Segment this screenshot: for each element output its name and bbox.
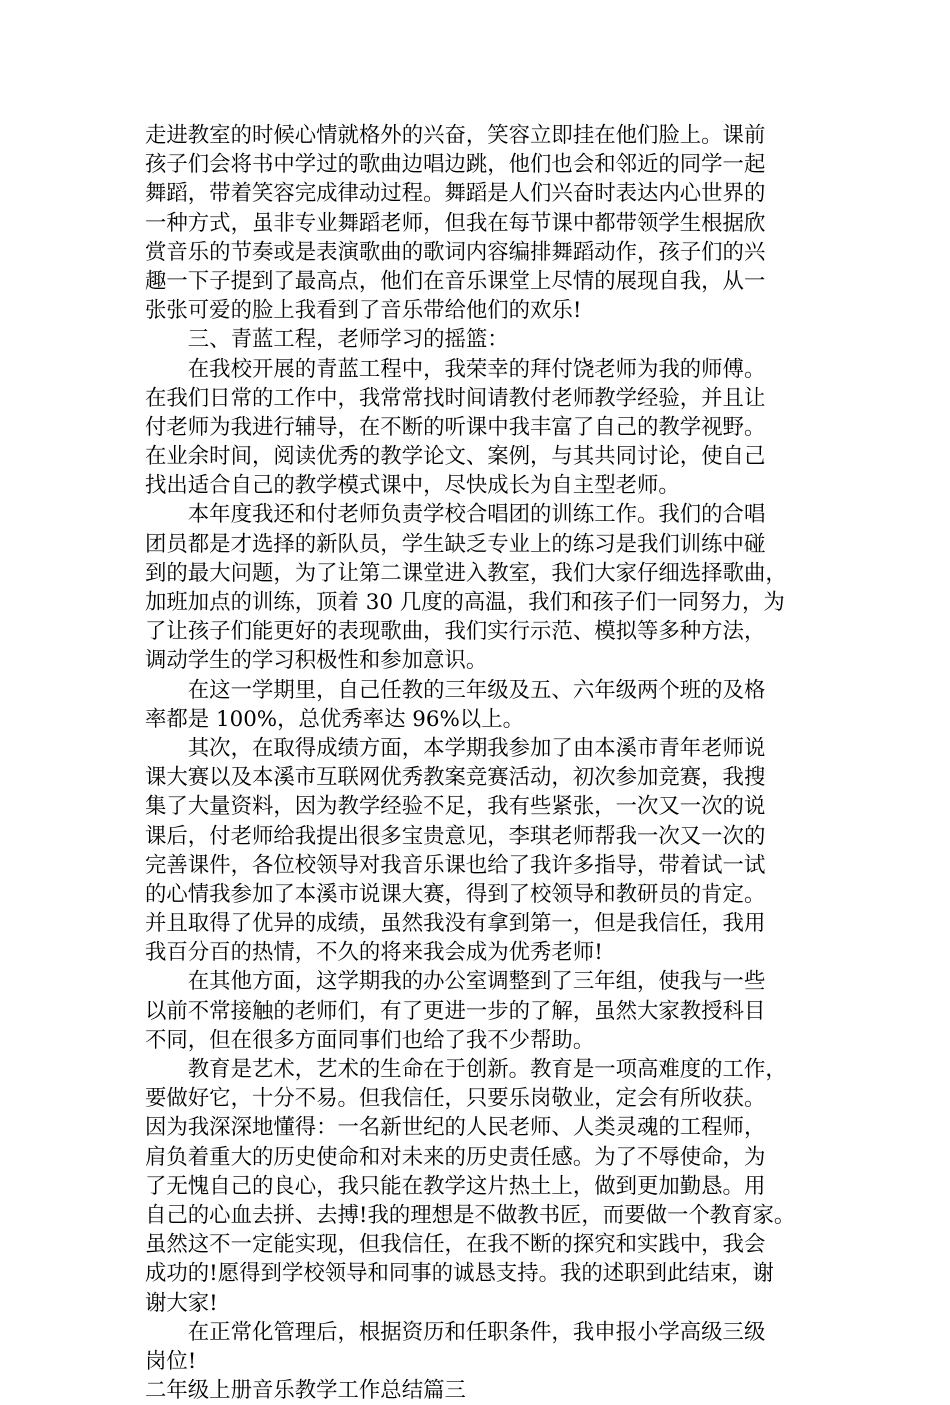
text-line: 找出适合自己的教学模式课中，尽快成长为自主型老师。 (145, 473, 680, 499)
text-line: 谢大家! (145, 1290, 218, 1316)
text-line: 课后，付老师给我提出很多宝贵意见，李琪老师帮我一次又一次的 (145, 823, 766, 849)
text-line: 肩负着重大的历史使命和对未来的历史责任感。为了不辱使命，为 (145, 1144, 766, 1170)
text-line: 在我们日常的工作中，我常常找时间请教付老师教学经验，并且让 (145, 385, 766, 411)
text-line: 集了大量资料，因为教学经验不足，我有些紧张，一次又一次的说 (145, 794, 766, 820)
text-line: 孩子们会将书中学过的歌曲边唱边跳，他们也会和邻近的同学一起 (145, 152, 766, 178)
text-line: 的心情我参加了本溪市说课大赛，得到了校领导和教研员的肯定。 (145, 881, 766, 907)
text-line: 在正常化管理后，根据资历和任职条件，我申报小学高级三级 (145, 1319, 766, 1345)
text-line: 虽然这不一定能实现，但我信任，在我不断的探究和实践中，我会 (145, 1232, 766, 1258)
text-line: 不同，但在很多方面同事们也给了我不少帮助。 (145, 1027, 595, 1053)
text-line: 调动学生的学习积极性和参加意识。 (145, 648, 488, 674)
text-line: 成功的!愿得到学校领导和同事的诚恳支持。我的述职到此结束，谢 (145, 1261, 774, 1287)
text-line: 舞蹈，带着笑容完成律动过程。舞蹈是人们兴奋时表达内心世界的 (145, 181, 766, 207)
text-line: 我百分百的热情，不久的将来我会成为优秀老师! (145, 940, 603, 966)
text-line: 因为我深深地懂得：一名新世纪的人民老师、人类灵魂的工程师， (145, 1115, 766, 1141)
text-line: 走进教室的时候心情就格外的兴奋，笑容立即挂在他们脸上。课前 (145, 123, 766, 148)
text-line: 团员都是才选择的新队员，学生缺乏专业上的练习是我们训练中碰 (145, 531, 766, 557)
text-line: 到的最大问题，为了让第二课堂进入教室，我们大家仔细选择歌曲， (145, 560, 787, 586)
text-line: 岗位! (145, 1348, 197, 1374)
text-line: 在业余时间，阅读优秀的教学论文、案例，与其共同讨论，使自己 (145, 444, 766, 470)
text-line: 付老师为我进行辅导，在不断的听课中我丰富了自己的教学视野。 (145, 414, 766, 440)
text-line: 张张可爱的脸上我看到了音乐带给他们的欢乐! (145, 298, 582, 324)
text-line: 了无愧自己的良心，我只能在教学这片热土上，做到更加勤恳。用 (145, 1173, 766, 1199)
text-line: 教育是艺术，艺术的生命在于创新。教育是一项高难度的工作， (145, 1057, 787, 1082)
text-line: 并且取得了优异的成绩，虽然我没有拿到第一，但是我信任，我用 (145, 911, 766, 937)
document-body (145, 121, 813, 1405)
text-line: 在其他方面，这学期我的办公室调整到了三年组，使我与一些 (145, 969, 766, 995)
text-line: 趣一下子提到了最高点，他们在音乐课堂上尽情的展现自我，从一 (145, 268, 766, 294)
text-line: 完善课件，各位校领导对我音乐课也给了我许多指导，带着试一试 (145, 852, 766, 878)
text-line: 要做好它，十分不易。但我信任，只要乐岗敬业，定会有所收获。 (145, 1086, 766, 1112)
text-line: 在这一学期里，自己任教的三年级及五、六年级两个班的及格 (145, 677, 766, 703)
text-line: 了让孩子们能更好的表现歌曲，我们实行示范、模拟等多种方法， (145, 619, 766, 645)
section-title: 二年级上册音乐教学工作总结篇三 (145, 1378, 466, 1404)
section-heading: 三、青蓝工程，老师学习的摇篮： (145, 327, 509, 353)
text-line: 在我校开展的青蓝工程中，我荣幸的拜付饶老师为我的师傅。 (145, 356, 766, 382)
text-line: 一种方式，虽非专业舞蹈老师，但我在每节课中都带领学生根据欣 (145, 210, 766, 236)
text-line: 本年度我还和付老师负责学校合唱团的训练工作。我们的合唱 (145, 502, 766, 528)
text-line: 以前不常接触的老师们，有了更进一步的了解，虽然大家教授科目 (145, 998, 766, 1024)
text-line: 自己的心血去拼、去搏!我的理想是不做教书匠，而要做一个教育家。 (145, 1202, 796, 1228)
text-line: 课大赛以及本溪市互联网优秀教案竞赛活动，初次参加竞赛，我搜 (145, 765, 766, 791)
text-line: 赏音乐的节奏或是表演歌曲的歌词内容编排舞蹈动作，孩子们的兴 (145, 239, 766, 265)
text-line: 其次，在取得成绩方面，本学期我参加了由本溪市青年老师说 (145, 735, 766, 761)
text-line: 率都是 100%，总优秀率达 96%以上。 (145, 706, 524, 732)
text-line: 加班加点的训练，顶着 30 几度的高温，我们和孩子们一同努力，为 (145, 590, 785, 615)
